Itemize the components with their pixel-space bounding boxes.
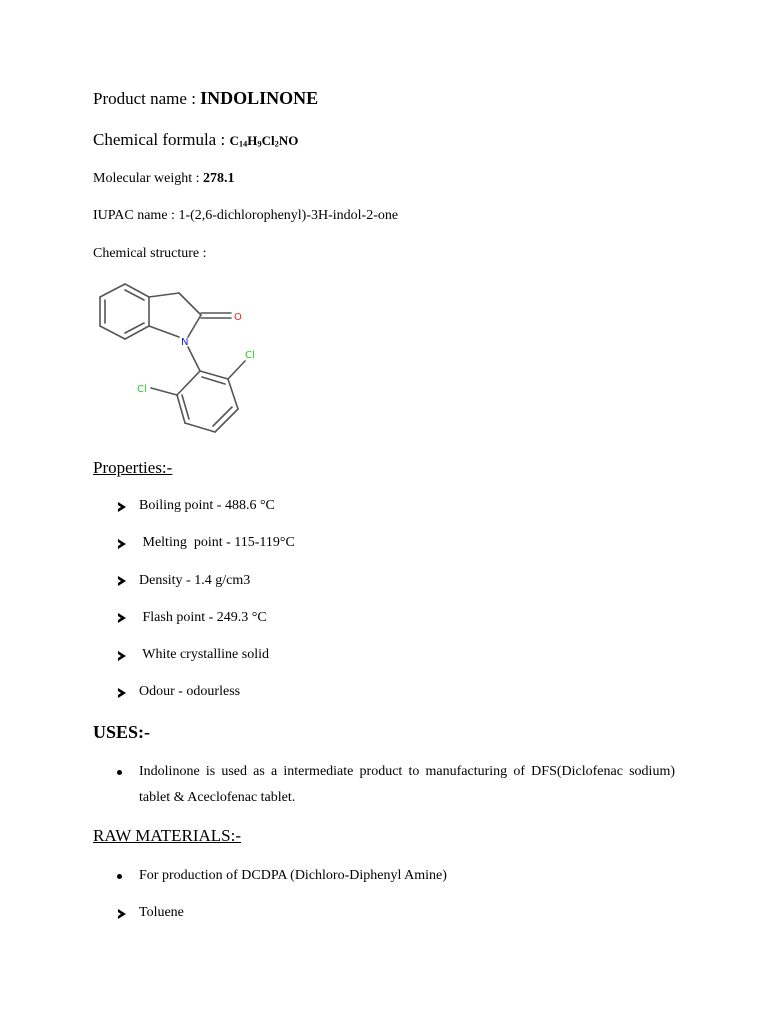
property-text: White crystalline solid [139,647,269,662]
property-text: Melting point - 115-119°C [139,535,295,550]
bullet-dot-icon [117,770,122,775]
molecular-weight-value: 278.1 [203,171,235,186]
product-name-line [93,88,318,109]
chemical-structure-label: Chemical structure : [93,246,207,261]
properties-heading: Properties:- [93,458,173,477]
chemical-structure-diagram [85,275,265,440]
raw-material-subitem-text: Toluene [139,905,184,920]
atom-chlorine-left: Cl [137,384,147,395]
product-name-value: INDOLINONE [200,88,319,108]
uses-heading: USES:- [93,722,151,742]
arrow-bullet-icon [118,613,126,623]
iupac-name-value: 1-(2,6-dichlorophenyl)-3H-indol-2-one [178,208,399,223]
property-text: Odour - odourless [139,684,241,699]
atom-oxygen: O [234,312,242,323]
raw-materials-heading: RAW MATERIALS:- [93,826,242,845]
arrow-bullet-icon [118,909,126,919]
property-text: Boiling point - 488.6 °C [139,498,275,513]
property-text: Density - 1.4 g/cm3 [139,573,251,588]
product-name-label: Product name : [93,89,201,108]
chemical-formula-value: $C_{14}H_9Cl_2NO$ [229,133,299,149]
arrow-bullet-icon [118,576,126,586]
iupac-name-label: IUPAC name : [93,208,179,223]
arrow-bullet-icon [118,539,126,549]
arrow-bullet-icon [118,651,126,661]
iupac-name-line [93,208,398,224]
chemical-formula-label: Chemical formula : [93,130,230,149]
arrow-bullet-icon [118,502,126,512]
arrow-bullet-icon [118,688,126,698]
uses-text: Indolinone is used as a intermediate product to manufacturing of DFS(Diclofenac sodium) tablet & Aceclofenac tablet. [139,764,675,805]
molecular-weight-line [93,171,235,187]
atom-nitrogen: N [181,337,189,348]
property-text: Flash point - 249.3 °C [139,610,267,625]
raw-material-text: For production of DCDPA (Dichloro-Diphenyl Amine) [139,868,447,883]
atom-chlorine-right: Cl [245,350,255,361]
chemical-formula-line [93,130,298,150]
bullet-dot-icon [117,874,122,879]
molecular-weight-label: Molecular weight : [93,171,204,186]
